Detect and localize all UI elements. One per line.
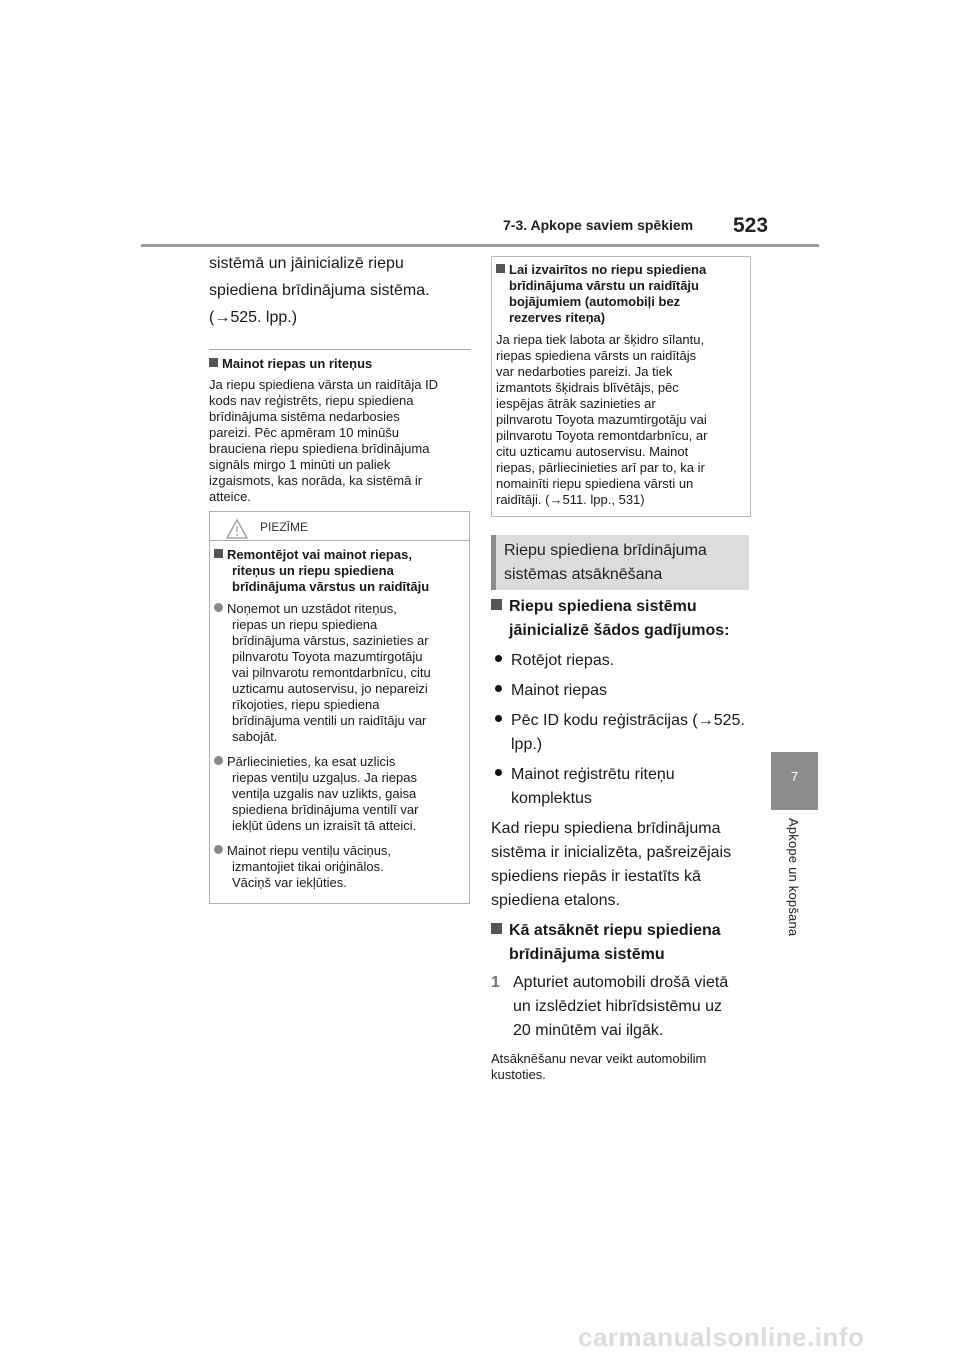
bullet-line: riepas ventiļu uzgaļus. Ja riepas bbox=[232, 770, 417, 785]
body-line: atteice. bbox=[209, 489, 251, 504]
list-item: Mainot riepas bbox=[491, 679, 753, 703]
section-body bbox=[209, 377, 471, 505]
intro-line: spiediena brīdinājuma sistēma. bbox=[209, 282, 430, 299]
list-item: Rotējot riepas. bbox=[491, 649, 753, 673]
bullet-line: brīdinājuma vārstus, sazinieties ar bbox=[232, 633, 429, 648]
subheading-line: jāinicializē šādos gadījumos: bbox=[509, 622, 730, 639]
info-heading-line: brīdinājuma vārstu un raidītāju bbox=[509, 278, 699, 293]
body-line: Ja riepa tiek labota ar šķidro sīlantu, bbox=[496, 332, 705, 347]
paragraph bbox=[491, 817, 753, 913]
body-line: izmantots šķidrais blīvētājs, pēc bbox=[496, 380, 679, 395]
body-line: kods nav reģistrēts, riepu spiediena bbox=[209, 393, 414, 408]
notice-bullet bbox=[214, 601, 466, 745]
para-line: sistēma ir inicializēta, pašreizējais bbox=[491, 844, 732, 861]
list-item: Pēc ID kodu reģistrācijas (→525. bbox=[491, 709, 753, 733]
body-line: raidītāji. (→511. lpp., 531) bbox=[496, 492, 645, 507]
banner-line: Riepu spiediena brīdinājuma bbox=[504, 542, 707, 559]
body-line: pareizi. Pēc apmēram 10 minūšu bbox=[209, 425, 400, 440]
step-line: un izslēdziet hibrīdsistēmu uz bbox=[513, 998, 722, 1015]
bullet-line: riepas un riepu spiediena bbox=[232, 617, 378, 632]
square-bullet-icon bbox=[496, 264, 505, 273]
watermark: carmanualsonline.info bbox=[578, 1322, 865, 1352]
info-heading-line: rezerves riteņa) bbox=[509, 310, 606, 325]
notice-heading-line: brīdinājuma vārstus un raidītāju bbox=[232, 579, 430, 594]
bullet-line: spiediena brīdinājuma ventilī var bbox=[232, 802, 419, 817]
intro-line: sistēmā un jāinicializē riepu bbox=[209, 255, 404, 272]
info-body bbox=[496, 332, 746, 508]
body-line: riepas spiediena vārsts un raidītājs bbox=[496, 348, 697, 363]
section-heading: Mainot riepas un riteņus bbox=[209, 356, 471, 372]
list-item-continuation: lpp.) bbox=[511, 736, 543, 753]
body-line: izgaismots, kas norāda, ka sistēmā ir bbox=[209, 473, 423, 488]
chapter-label: Apkope un kopšana bbox=[786, 818, 801, 937]
bullet-line: iekļūt ūdens un izraisīt tā atteici. bbox=[232, 818, 417, 833]
body-line: signāls mirgo 1 minūti un paliek bbox=[209, 457, 391, 472]
para-line: spiediena etalons. bbox=[491, 892, 620, 909]
square-bullet-icon bbox=[491, 923, 502, 934]
notice-content bbox=[214, 547, 466, 891]
step-line: Apturiet automobili drošā vietā bbox=[513, 974, 729, 991]
body-line: pilnvarotu Toyota remontdarbnīcu, ar bbox=[496, 428, 708, 443]
bullet-line: Mainot riepu ventiļu vāciņus, bbox=[214, 843, 466, 859]
page-number: 523 bbox=[733, 214, 769, 237]
body-line: brauciena riepu spiediena brīdinājuma bbox=[209, 441, 430, 456]
circle-bullet-icon bbox=[214, 845, 223, 854]
bullet-line: Noņemot un uzstādot riteņus, bbox=[214, 601, 466, 617]
bullet-line: brīdinājuma ventili un raidītāju var bbox=[232, 713, 427, 728]
body-line: iespējas ātrāk sazinieties ar bbox=[496, 396, 656, 411]
list-item: Mainot reģistrētu riteņu bbox=[491, 763, 753, 787]
divider bbox=[209, 349, 471, 350]
step-1 bbox=[491, 971, 753, 1043]
notice-box bbox=[209, 511, 470, 904]
bullet-icon bbox=[495, 685, 502, 692]
list-item-continuation: komplektus bbox=[511, 790, 592, 807]
body-line: nomainīti riepu spiediena vārsti un bbox=[496, 476, 694, 491]
note-line: Atsāknēšanu nevar veikt automobilim bbox=[491, 1051, 707, 1066]
section-title: 7-3. Apkope saviem spēkiem bbox=[503, 217, 694, 233]
notice-bullet bbox=[214, 754, 466, 834]
note bbox=[491, 1051, 753, 1083]
bullet-line: rīkojoties, riepu spiediena bbox=[232, 697, 380, 712]
header-rule bbox=[141, 244, 819, 247]
bullet-line: vai pilnvarotu remontdarbnīcu, citu bbox=[232, 665, 431, 680]
bullet-icon bbox=[495, 715, 502, 722]
body-line: var nedarboties pareizi. Ja tiek bbox=[496, 364, 673, 379]
bullet-line: izmantojiet tikai oriģinālos. bbox=[232, 859, 384, 874]
circle-bullet-icon bbox=[214, 603, 223, 612]
section-banner bbox=[491, 535, 749, 590]
bullet-icon bbox=[495, 769, 502, 776]
note-line: kustoties. bbox=[491, 1067, 546, 1082]
bullet-line: pilnvarotu Toyota mazumtirgotāju bbox=[232, 649, 423, 664]
body-line: pilnvarotu Toyota mazumtirgotāju vai bbox=[496, 412, 707, 427]
square-bullet-icon bbox=[209, 358, 218, 367]
notice-label: PIEZĪME bbox=[260, 520, 309, 534]
left-column bbox=[209, 252, 471, 505]
bullet-line: ventiļa uzgalis nav uzlikts, gaisa bbox=[232, 786, 417, 801]
para-line: Kad riepu spiediena brīdinājuma bbox=[491, 820, 721, 837]
square-bullet-icon bbox=[214, 549, 223, 558]
bullet-line: Vāciņš var iekļūties. bbox=[232, 875, 347, 890]
step-number: 1 bbox=[491, 974, 500, 991]
notice-heading-line: Remontējot vai mainot riepas, bbox=[214, 547, 466, 563]
subheading-line: Riepu spiediena sistēmu bbox=[491, 595, 753, 619]
bullet-line: sabojāt. bbox=[232, 729, 278, 744]
subheading-line: brīdinājuma sistēmu bbox=[509, 946, 665, 963]
body-line: riepas, pārliecinieties arī par to, ka ir bbox=[496, 460, 705, 475]
bullet-line: Pārliecinieties, ka esat uzlicis bbox=[214, 754, 466, 770]
chapter-number: 7 bbox=[790, 769, 799, 784]
bullet-line: uzticamu autoservisu, jo nepareizi bbox=[232, 681, 428, 696]
notice-heading-line: riteņus un riepu spiediena bbox=[232, 563, 394, 578]
intro-line: (→525. lpp.) bbox=[209, 309, 298, 326]
info-heading-line: bojājumiem (automobiļi bez bbox=[509, 294, 681, 309]
para-line: spiediens riepās ir iestatīts kā bbox=[491, 868, 701, 885]
info-box-content bbox=[496, 262, 746, 508]
circle-bullet-icon bbox=[214, 756, 223, 765]
notice-bullet bbox=[214, 843, 466, 891]
square-bullet-icon bbox=[491, 599, 502, 610]
subheading-line: Kā atsāknēt riepu spiediena bbox=[491, 919, 753, 943]
body-line: Ja riepu spiediena vārsta un raidītāja ID bbox=[209, 377, 439, 392]
info-heading-line: Lai izvairītos no riepu spiediena bbox=[496, 262, 746, 278]
body-line: brīdinājuma sistēma nedarbosies bbox=[209, 409, 400, 424]
banner-line: sistēmas atsāknēšana bbox=[504, 566, 663, 583]
bullet-icon bbox=[495, 655, 502, 662]
body-line: citu uzticamu autoservisu. Mainot bbox=[496, 444, 689, 459]
step-line: 20 minūtēm vai ilgāk. bbox=[513, 1022, 664, 1039]
notice-divider bbox=[210, 540, 469, 541]
info-box bbox=[491, 256, 751, 517]
right-column-body bbox=[491, 595, 753, 1083]
